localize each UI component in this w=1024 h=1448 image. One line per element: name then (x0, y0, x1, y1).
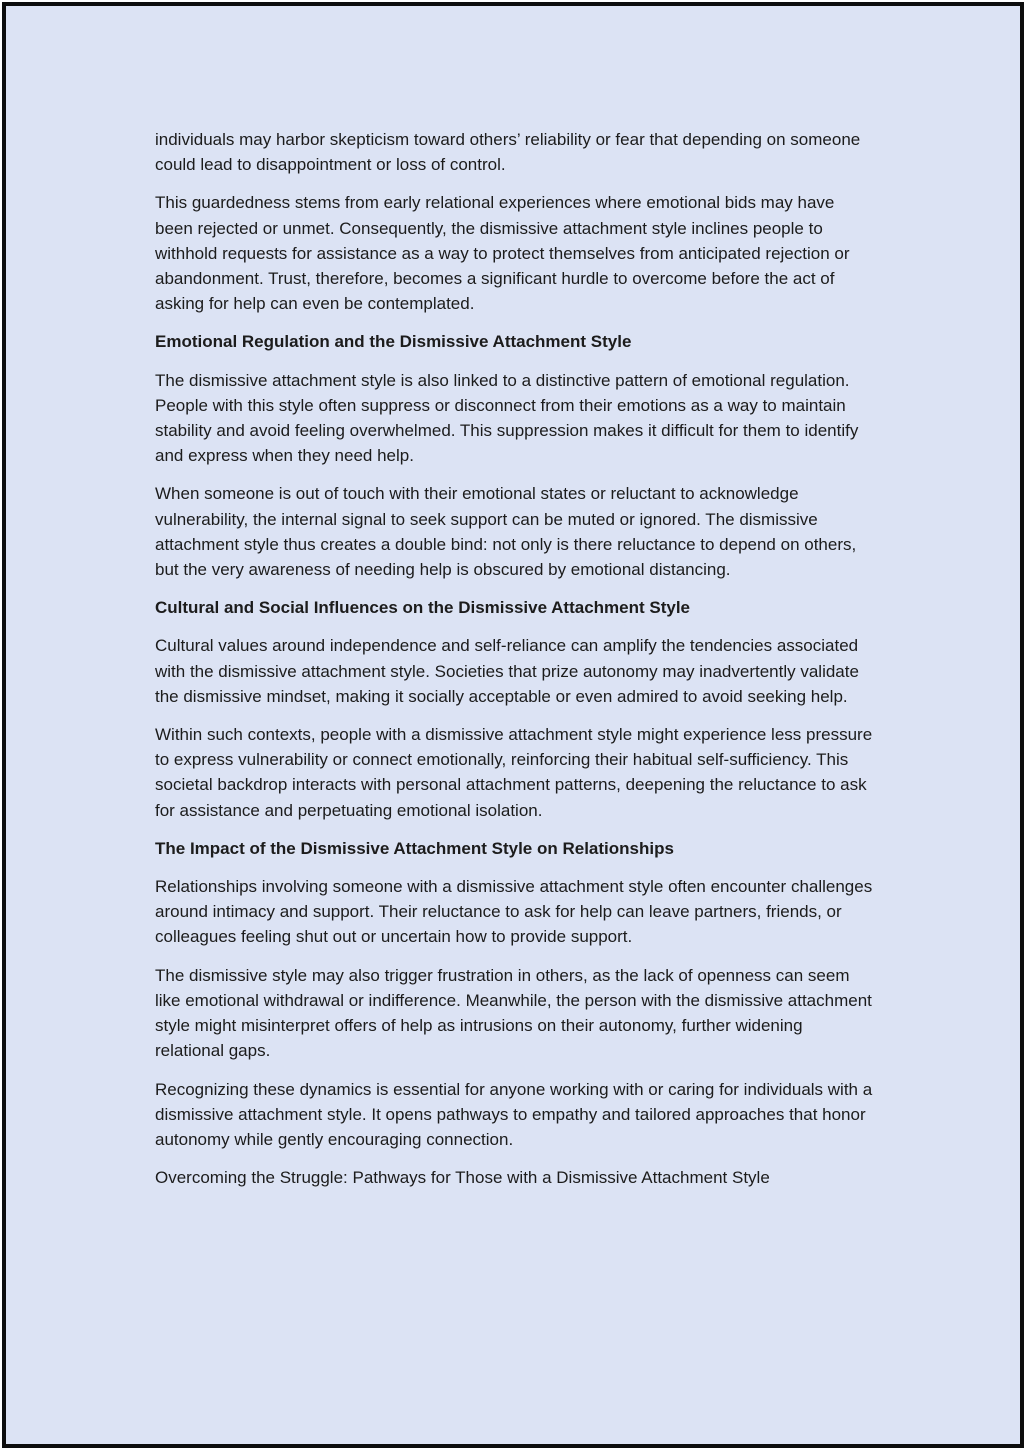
paragraph-cultural-values: Cultural values around independence and self-reliance can amplify the tendencies associated with the dismissive attachment style. Societies that prize autonomy may inadvertently validate the dismissive mindset, making it socially acceptable or even admired to avoid seeking help. (155, 636, 859, 706)
heading-emotional-regulation: Emotional Regulation and the Dismissive Attachment Style (155, 332, 632, 352)
heading-cultural-influences: Cultural and Social Influences on the Dismissive Attachment Style (155, 598, 691, 618)
heading-relationship-impact: The Impact of the Dismissive Attachment Style on Relationships (155, 838, 674, 858)
paragraph-double-bind: When someone is out of touch with their emotional states or reluctant to acknowledge vulnerability, the internal signal to seek support can be muted or ignored. The dismissive attachment style thus creates a double bind: not only is there reluctance to depend on others, but the very awareness of needing help is obscured by emotional distancing. (155, 484, 857, 580)
document-body (155, 127, 875, 1203)
paragraph-emotional-regulation: The dismissive attachment style is also linked to a distinctive pattern of emotional regulation. People with this style often suppress or disconnect from their emotions as a way to maintain stability and avoid feeling overwhelmed. This suppression makes it difficult for them to identify and express when they need help. (155, 370, 859, 466)
paragraph-overcoming-struggle: Overcoming the Struggle: Pathways for Those with a Dismissive Attachment Style (155, 1168, 770, 1188)
paragraph-guardedness: This guardedness stems from early relational experiences where emotional bids may have been rejected or unmet. Consequently, the dismissive attachment style inclines people to withhold requests for assistance as a way to protect themselves from anticipated rejection or abandonment. Trust, therefore, becomes a significant hurdle to overcome before the act of asking for help can even be contemplated. (155, 193, 850, 314)
document-page (2, 2, 1024, 1448)
paragraph-trust-continued: individuals may harbor skepticism toward others’ reliability or fear that depending on someone could lead to disappointment or loss of control. (155, 130, 861, 175)
paragraph-recognizing-dynamics: Recognizing these dynamics is essential for anyone working with or caring for individuals with a dismissive attachment style. It opens pathways to empathy and tailored approaches that honor autonomy while gently encouraging connection. (155, 1079, 873, 1149)
paragraph-societal-backdrop: Within such contexts, people with a dismissive attachment style might experience less pressure to express vulnerability or connect emotionally, reinforcing their habitual self-sufficiency. This societal backdrop interacts with personal attachment patterns, deepening the reluctance to ask for assistance and perpetuating emotional isolation. (155, 725, 873, 820)
paragraph-frustration: The dismissive style may also trigger frustration in others, as the lack of openness can seem like emotional withdrawal or indifference. Meanwhile, the person with the dismissive attachment style might misinterpret offers of help as intrusions on their autonomy, further widening relational gaps. (155, 965, 872, 1061)
paragraph-relationship-challenges: Relationships involving someone with a dismissive attachment style often encounter challenges around intimacy and support. Their reluctance to ask for help can leave partners, friends, or colleagues feeling shut out or uncertain how to provide support. (155, 877, 873, 947)
